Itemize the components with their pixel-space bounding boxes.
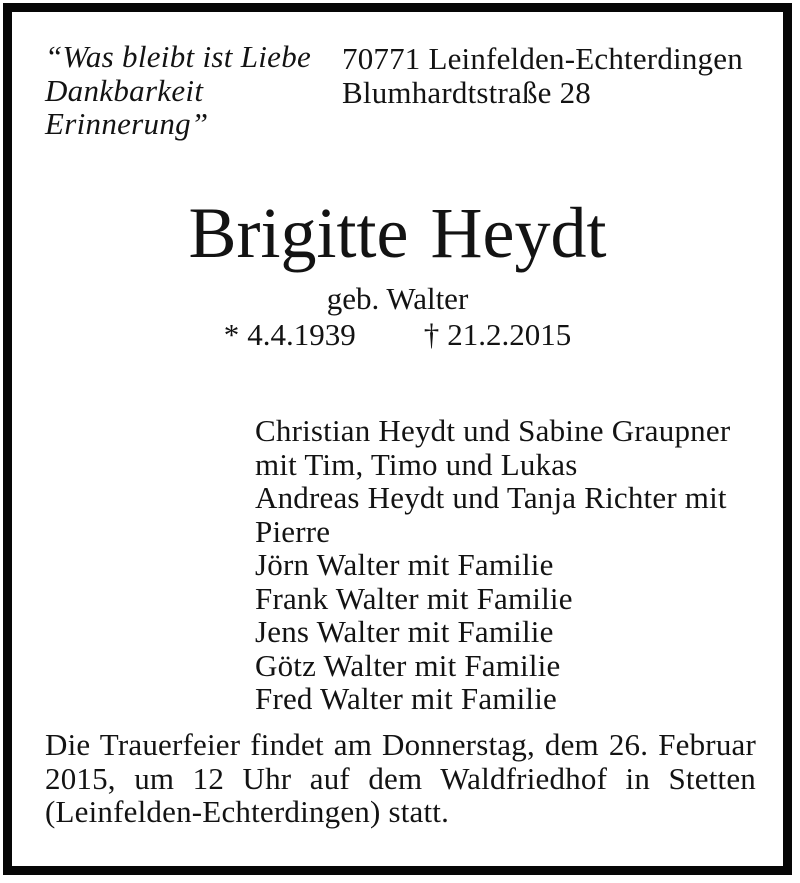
death-symbol-cross: † <box>423 317 440 352</box>
mourners-list <box>255 414 730 716</box>
memorial-quote <box>45 40 311 141</box>
deceased-name: Brigitte Heydt <box>188 193 607 273</box>
mourner-line: Jörn Walter mit Familie <box>255 547 554 582</box>
mourner-line: Götz Walter mit Familie <box>255 647 561 683</box>
address-block <box>342 42 743 109</box>
funeral-line: 2015, um 12 Uhr auf dem Waldfriedhof in Stetten <box>45 760 756 796</box>
mourner-line: mit Tim, Timo und Lukas <box>255 446 578 482</box>
mourner-line: Jens Walter mit Familie <box>255 614 554 649</box>
notice-border-frame <box>3 3 792 875</box>
quote-line: “Was bleibt ist Liebe <box>45 39 312 74</box>
address-line-street: Blumhardtstraße 28 <box>342 74 591 110</box>
mourner-line: Fred Walter mit Familie <box>255 681 558 716</box>
funeral-line: Die Trauerfeier findet am Donnerstag, dem 26. Februar <box>45 727 756 762</box>
birth-date: 4.4.1939 <box>247 317 356 352</box>
death-date: 21.2.2015 <box>447 317 572 352</box>
death-date-group <box>424 318 572 351</box>
funeral-line: (Leinfelden-Echterdingen) statt. <box>45 794 450 829</box>
funeral-announcement <box>45 728 756 829</box>
quote-line: Erinnerung” <box>45 106 209 141</box>
maiden-name: geb. Walter <box>326 281 469 316</box>
quote-line: Dankbarkeit <box>45 72 204 108</box>
address-line-postal-city: 70771 Leinfelden-Echterdingen <box>342 41 743 76</box>
birth-symbol: * <box>223 317 240 352</box>
birth-date-group <box>224 318 356 351</box>
mourner-line: Andreas Heydt und Tanja Richter mit <box>255 480 727 515</box>
mourner-line: Frank Walter mit Familie <box>255 580 573 616</box>
mourner-line: Christian Heydt und Sabine Graupner <box>255 413 731 448</box>
mourner-line: Pierre <box>255 513 331 549</box>
life-dates <box>12 318 783 351</box>
